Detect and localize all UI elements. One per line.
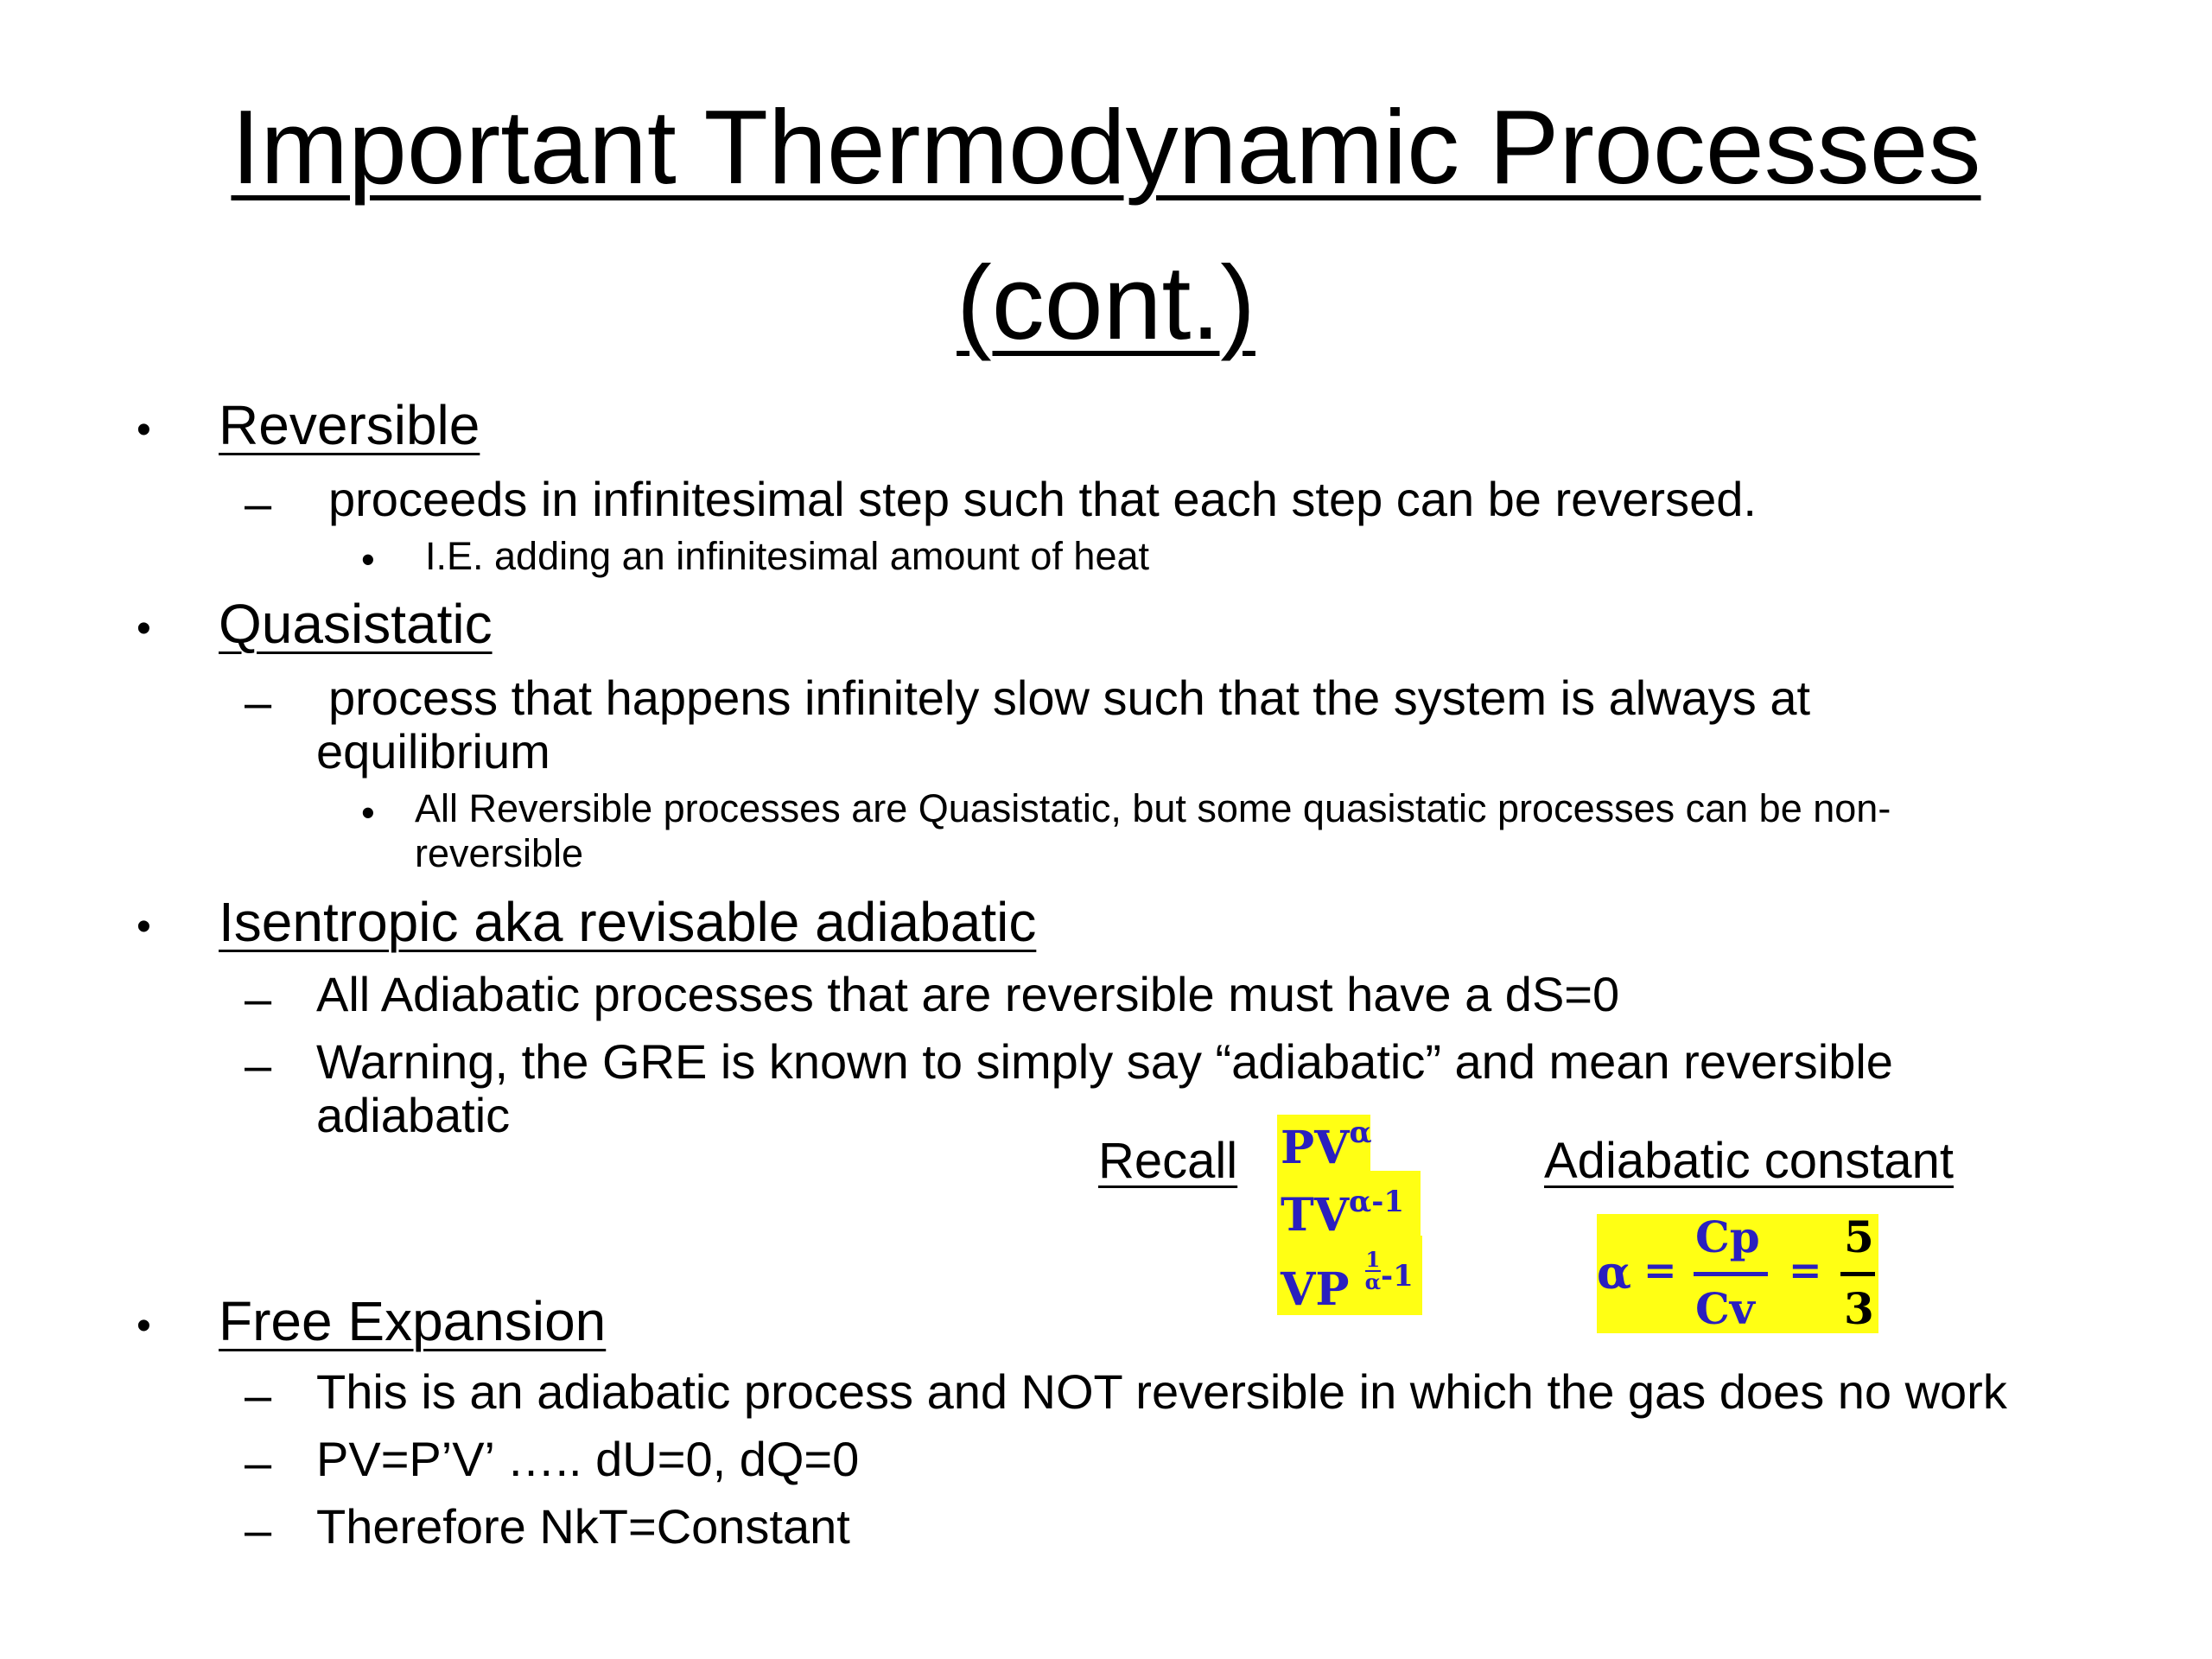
quasistatic-sub1-line1: process that happens infinitely slow such that the system is always at (328, 671, 1811, 725)
fraction-bar-2 (1840, 1272, 1875, 1276)
adiabatic-constant-label: Adiabatic constant (1544, 1133, 1954, 1189)
bullet-marker: • (137, 407, 151, 453)
isentropic-sub2-line1: Warning, the GRE is known to simply say “adiabatic” and mean reversible (316, 1034, 1893, 1089)
dash-marker: – (245, 1038, 272, 1092)
formula-vp-alpha: VP $\frac{1}{\alpha}$ $^{-1}$ (1281, 1246, 1414, 1316)
bullet-marker: • (137, 1303, 151, 1349)
free-expansion-sub2: PV=P’V’ ….. dU=0, dQ=0 (316, 1432, 860, 1486)
dash-marker: – (245, 971, 272, 1026)
bullet-isentropic-label: Isentropic aka revisable adiabatic (219, 891, 1037, 953)
dash-marker: – (245, 675, 272, 729)
five-numerator: 5 (1844, 1211, 1874, 1262)
bullet-marker: • (137, 606, 151, 652)
free-expansion-sub1: This is an adiabatic process and NOT reversible in which the gas does no work (316, 1364, 2007, 1419)
recall-label: Recall (1098, 1133, 1238, 1189)
dash-marker: – (245, 1368, 272, 1422)
bullet-reversible-label: Reversible (219, 394, 480, 456)
bullet-quasistatic (219, 592, 493, 656)
bullet-free-expansion-label: Free Expansion (219, 1290, 607, 1352)
bullet-marker: • (361, 537, 375, 582)
title-line-2: (cont.) (957, 244, 1255, 361)
equals-sign: = (1643, 1247, 1677, 1294)
isentropic-sub2-line2: adiabatic (316, 1088, 511, 1142)
cp-numerator: Cp (1695, 1211, 1760, 1262)
reversible-detail: I.E. adding an infinitesimal amount of heat (425, 534, 1150, 578)
dash-marker: – (245, 1435, 272, 1490)
isentropic-sub1: All Adiabatic processes that are reversible must have a dS=0 (316, 967, 1620, 1021)
title-line-1: Important Thermodynamic Processes (231, 88, 1981, 206)
dash-marker: – (245, 1503, 272, 1557)
bullet-isentropic (219, 890, 1036, 954)
fraction-bar (1694, 1272, 1768, 1276)
dash-marker: – (245, 476, 272, 531)
reversible-sub1: proceeds in infinitesimal step such that each step can be reversed. (328, 472, 1757, 526)
bullet-reversible (219, 393, 480, 457)
bullet-quasistatic-label: Quasistatic (219, 593, 493, 655)
formula-pv-alpha: $PV^\alpha$ (1281, 1116, 1372, 1174)
bullet-marker: • (137, 904, 151, 950)
alpha-symbol: α (1597, 1247, 1632, 1300)
quasistatic-sub1-line2: equilibrium (316, 724, 550, 779)
equals-sign-2: = (1789, 1247, 1822, 1294)
three-denominator: 3 (1844, 1283, 1874, 1334)
quasistatic-detail-line1: All Reversible processes are Quasistatic, but some quasistatic processes can be non- (415, 786, 1891, 830)
bullet-marker: • (361, 791, 375, 835)
free-expansion-sub3: Therefore NkT=Constant (316, 1499, 850, 1554)
formula-tv-alpha: $TV^{\alpha-1}$ (1281, 1185, 1404, 1242)
slide-title (0, 69, 2212, 380)
quasistatic-detail-line2: reversible (415, 831, 584, 875)
cv-denominator: Cv (1695, 1283, 1755, 1334)
bullet-free-expansion (219, 1289, 606, 1353)
